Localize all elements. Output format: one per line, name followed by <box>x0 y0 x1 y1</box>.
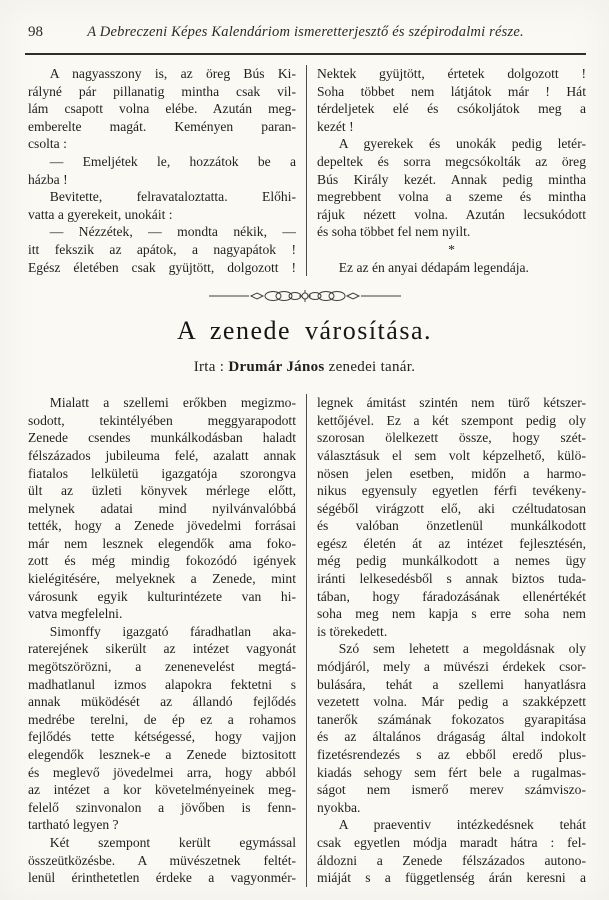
text-line: vatva megfelelni. <box>28 606 123 622</box>
text-line: felelő szinvonalon a jövőben is fenn- <box>28 799 296 815</box>
paragraph <box>317 640 586 816</box>
text-line: Szó sem lehetett a megoldásnak oly <box>338 641 586 657</box>
text-line: — Nézzétek, — mondta nékik, — <box>49 224 296 240</box>
text-line: fejlődés tette kétségessé, hogy vajjon <box>28 729 296 745</box>
text-line: Egész életében csak gyüjtött, dolgozott ! <box>28 259 296 275</box>
text-line: és soha többet fel nem nyilt. <box>317 224 471 240</box>
paragraph <box>317 65 586 135</box>
text-line: A nagyasszony is, az öreg Bús Ki- <box>49 66 296 81</box>
text-line: bulására, tehát a szellemi hanyatlásra <box>317 676 586 692</box>
text-line: depeltek és sorra megcsókolták az öreg <box>317 153 586 169</box>
text-line: zott és még mindig fokozódó igények <box>28 553 296 569</box>
text-line: szorosan ölelkezett össze, hogy szét- <box>317 430 586 446</box>
text-line: kezét ! <box>317 118 354 134</box>
paragraph <box>317 816 586 886</box>
text-line: Zenede csendes munkálkodásban haladt <box>28 430 296 446</box>
text-line: nösen jelen esetben, midőn a harmo- <box>317 465 586 481</box>
running-title: A Debreczeni Képes Kalendáriom ismeretterjesztő és szépirodalmi része. <box>87 24 524 40</box>
paragraph <box>317 394 586 640</box>
text-line: megötszörözni, a zenenevelést megtá- <box>28 659 296 675</box>
article-left-column <box>28 394 296 887</box>
text-line: ségéből virágzott elő, aki czéltudatosan <box>317 500 586 516</box>
text-line: nikus egyensuly egyetlen férfi tevékeny- <box>317 483 586 499</box>
text-line: nyokba. <box>317 799 361 815</box>
byline-prefix: Irta : <box>193 359 225 376</box>
text-line: Két szempont került egymással <box>49 834 296 850</box>
text-line: rájuk nézett volna. Azután lecsukódott <box>317 206 586 222</box>
text-line: miáját s a függetlenség árán keresni a <box>317 870 586 886</box>
paragraph <box>28 188 296 223</box>
text-line: vatta a gyerekeit, unokáit : <box>28 206 173 222</box>
story-right-column <box>317 65 586 276</box>
text-line: medrébe terelni, de ép ez a rohamos <box>28 711 296 727</box>
text-line: házba ! <box>28 171 68 187</box>
text-line: Bevitette, felravataloztatta. Előhi- <box>49 189 296 205</box>
story-left-column <box>28 65 296 276</box>
text-line: az intézet a kor követelményeinek meg- <box>28 782 296 798</box>
paragraph <box>28 65 296 153</box>
ornament-divider-icon <box>205 288 405 304</box>
text-line: iránti lelkesedésből s annak biztos tuda- <box>317 571 586 587</box>
text-line: fizetésrendezés s az ebből eredő plus- <box>317 747 586 762</box>
text-line: vezetett volna. Már pedig a szakképzett <box>317 694 586 710</box>
text-line: annak müködését az állandó fejlődés <box>28 694 296 710</box>
article-right-column <box>317 394 586 887</box>
paragraph <box>317 259 586 277</box>
text-line: áldozni a Zenede félszázados autono- <box>317 852 586 868</box>
text-line: kielégitésére, melyeknek a Zenede, mint <box>28 571 296 587</box>
text-line: Soha többet nem látjátok már ! Hát <box>317 83 586 99</box>
article-byline <box>0 359 609 376</box>
page-header <box>26 24 585 48</box>
text-line: elegendők lesznek-e a Zenede biztositott <box>28 747 296 762</box>
text-line: tartható legyen ? <box>28 817 119 833</box>
text-line: városunk egyik kulturintézete van hi- <box>28 588 296 604</box>
text-line: egész életén át az intézet fejlesztésén, <box>317 535 586 551</box>
text-line: Ez az én anyai dédapám legendája. <box>338 259 529 275</box>
text-line: módjáról, mely a müvészi érdekek csor- <box>317 659 586 675</box>
text-line: lám csapott volna elébe. Azután meg- <box>28 101 296 117</box>
paragraph <box>28 223 296 276</box>
text-line: A praeventiv intézkedésnek tehát <box>338 817 586 833</box>
text-line: még pedig munkálkodott a nemes ügy <box>317 553 586 569</box>
text-line: melynek adatai mind nyilvánvalóbbá <box>28 500 296 516</box>
paragraph <box>28 834 296 887</box>
text-line: Mialatt a szellemi erőkben megizmo- <box>49 395 296 411</box>
text-line: is törekedett. <box>317 623 388 639</box>
paragraph <box>28 153 296 188</box>
text-line: legnek ámitást szintén nem türő kétszer- <box>317 395 586 411</box>
text-line: már nem lesznek elegendők ama foko- <box>28 535 296 551</box>
text-line: sodott, tekintélyében meggyarapodott <box>28 412 296 428</box>
text-line: kiadás sehogy sem fért bele a rugalmas- <box>317 764 586 780</box>
byline-author: Drumár János <box>228 359 325 376</box>
header-rule <box>25 53 586 55</box>
text-line: emberelte magát. Keményen paran- <box>28 118 296 134</box>
text-line: tanerők számának fokozatos gyarapitása <box>317 711 586 727</box>
paragraph <box>317 241 586 259</box>
text-line: fiatalos lelkületü igazgatója szorongva <box>28 465 296 481</box>
text-line: és az általános drágaság által indokolt <box>317 729 586 745</box>
text-line: Bús Király kezét. Annak pedig mintha <box>317 171 586 187</box>
page-number: 98 <box>28 24 43 40</box>
text-line: A gyerekek és unokák pedig letér- <box>338 136 586 152</box>
text-line: tették, hogy a Zenede jövedelmi forrásai <box>28 518 296 534</box>
column-divider <box>306 65 307 276</box>
text-line: választásuk el sem volt képzelhető, külö- <box>317 447 586 463</box>
paragraph <box>317 135 586 241</box>
article-title: A zenede városítása. <box>177 316 432 346</box>
byline-suffix: zenedei tanár. <box>328 359 416 376</box>
text-line: * <box>448 241 455 257</box>
text-line: csak egyetlen módja maradt hátra : fel- <box>317 834 586 850</box>
text-line: Simonffy igazgató fáradhatlan aka- <box>49 623 296 639</box>
text-line: kettőjével. Ez a két szempont pedig oly <box>317 412 586 428</box>
column-divider <box>306 394 307 887</box>
text-line: raterejének sikerült az intézet vagyonát <box>28 641 296 657</box>
text-line: térdeljetek elé és csókoljátok meg a <box>317 101 586 117</box>
text-line: megrebbent volna a szeme és mintha <box>317 189 586 205</box>
text-line: madhatlanul izmos alapokra fektetni s <box>28 676 296 692</box>
text-line: félszázados jubileuma felé, azalatt annak <box>28 447 296 463</box>
text-line: soha meg nem kapja s erre soha nem <box>317 606 586 622</box>
text-line: összeütközésbe. A müvészetnek feltét- <box>28 852 296 868</box>
story-end-section <box>28 65 586 276</box>
text-line: és meglevő jövedelmei arra, hogy abból <box>28 764 296 780</box>
text-line: tában, hogy fáradozásának ellenértékét <box>317 588 586 604</box>
text-line: Nektek gyüjtött, értetek dolgozott ! <box>317 66 586 81</box>
text-line: ságot nem ismerő merev számviszo- <box>317 782 586 798</box>
text-line: lenül érinthetetlen érdeke a vagyonmér- <box>28 870 296 886</box>
article-body-section <box>28 394 586 887</box>
text-line: rályné pár pillanatig mintha csak vil- <box>28 83 296 99</box>
paragraph <box>28 623 296 834</box>
paragraph <box>28 394 296 623</box>
text-line: itt fekszik az apátok, a nagyapátok ! <box>28 241 296 257</box>
text-line: ült az üzleti könyvek mérlege előtt, <box>28 483 296 499</box>
text-line: — Emeljétek le, hozzátok be a <box>49 153 296 169</box>
text-line: és valóban önzetlenül munkálkodott <box>317 518 586 534</box>
text-line: csolta : <box>28 136 67 152</box>
